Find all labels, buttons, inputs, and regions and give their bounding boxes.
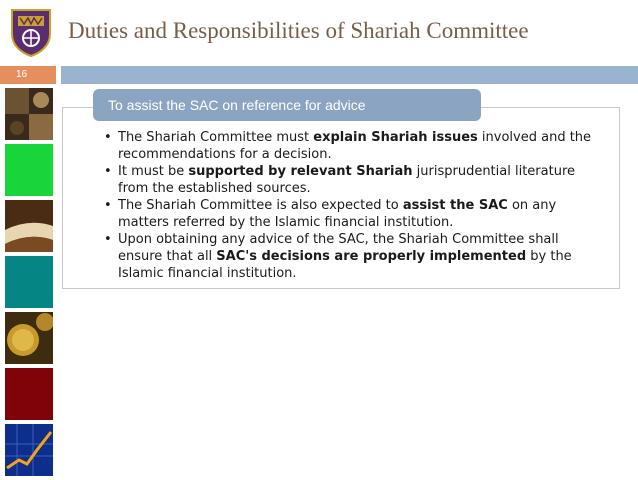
bullet-text: jurisprudential literature from the established sources. [118, 164, 575, 196]
bullet-list [104, 129, 604, 282]
maroon-block-tile [5, 368, 53, 420]
section-heading: To assist the SAC on reference for advice [93, 89, 481, 121]
bullet-text: on any matters referred by the Islamic financial institution. [118, 198, 557, 230]
bullet-text: involved and the recommendations for a decision. [118, 130, 592, 162]
slide-title: Duties and Responsibilities of Shariah Committee [68, 18, 529, 43]
bullet-item [104, 129, 604, 163]
bullet-text: It must be [118, 164, 189, 179]
open-book-photo-tile [5, 200, 53, 252]
slide-number: 16 [0, 66, 56, 84]
bullet-emphasis: assist the SAC [402, 198, 508, 213]
bullet-text: Upon obtaining any advice of the SAC, the Shariah Committee shall ensure that all [118, 232, 559, 264]
bullet-item [104, 197, 604, 231]
sidebar-tiles [5, 88, 53, 480]
university-crest-logo [8, 6, 54, 58]
bullet-text: The Shariah Committee must [118, 130, 314, 145]
bullet-item [104, 163, 604, 197]
bullet-emphasis: explain Shariah issues [313, 130, 478, 145]
bullet-item [104, 231, 604, 282]
green-block-tile [5, 144, 53, 196]
teal-block-tile [5, 256, 53, 308]
header-bar [61, 66, 638, 84]
bullet-text: The Shariah Committee is also expected to [118, 198, 403, 213]
stock-chart-photo-tile [5, 424, 53, 476]
dark-collage-photo-tile [5, 88, 53, 140]
gold-coins-photo-tile [5, 312, 53, 364]
bullet-emphasis: supported by relevant Shariah [188, 164, 413, 179]
bullet-text: by the Islamic financial institution. [118, 249, 572, 281]
bullet-emphasis: SAC's decisions are properly implemented [216, 249, 527, 264]
